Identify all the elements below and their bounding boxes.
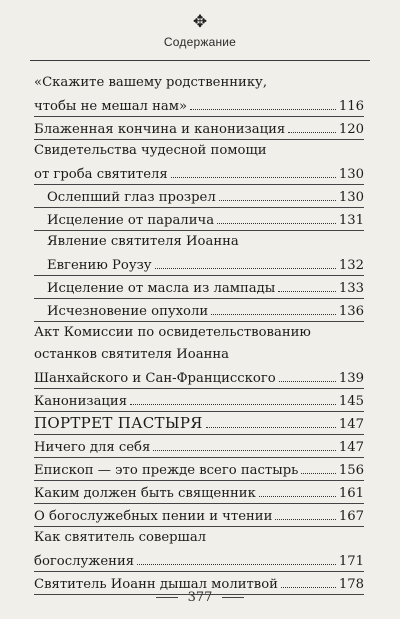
toc-entry-title: О богослужебных пении и чтении: [34, 509, 273, 524]
toc-page-number: 139: [338, 371, 364, 386]
toc-page-number: 156: [338, 463, 364, 478]
toc-entry-line: [34, 435, 364, 457]
toc-entry-line: [34, 299, 364, 321]
dot-leader: [137, 549, 336, 565]
toc-entry-line: [34, 481, 364, 503]
toc-entry-line: [34, 504, 364, 526]
toc-page-number: 161: [338, 486, 364, 501]
dot-leader: [219, 185, 336, 201]
toc-entry: [34, 412, 364, 435]
toc-entry: [34, 527, 364, 572]
toc-entry: [34, 504, 364, 527]
dot-leader: [275, 504, 335, 520]
toc-entry-title: Исцеление от паралича: [47, 213, 215, 228]
toc-entry-title: Евгению Роузу: [47, 258, 152, 273]
toc-entry-line: [34, 117, 364, 139]
dot-leader: [155, 253, 336, 269]
toc-entry-title: Епископ — это прежде всего пастырь: [34, 463, 299, 478]
toc-entry-title: Шанхайского и Сан-Францисского: [34, 371, 276, 386]
toc-entry-title: Каким должен быть священник: [34, 486, 256, 501]
toc-entry: [34, 435, 364, 458]
toc-entry-line: [34, 162, 364, 184]
toc-page-number: 167: [338, 509, 364, 524]
toc-entry-line: [34, 322, 364, 344]
toc-entry-line: [34, 231, 364, 253]
toc-page-number: 132: [338, 258, 364, 273]
toc-entry-line: [34, 527, 364, 549]
toc-entry-title: Блаженная кончина и канонизация: [34, 122, 286, 137]
toc-entry-line: [34, 366, 364, 388]
toc-page-number: 120: [338, 122, 364, 137]
toc-entry: [34, 117, 364, 140]
toc-entry-line: [34, 253, 364, 275]
dot-leader: [206, 412, 336, 428]
toc-entry-line: [34, 208, 364, 230]
running-header: [0, 14, 400, 49]
toc-entry-title: Канонизация: [34, 394, 128, 409]
toc-entry-title: Ослепший глаз прозрел: [47, 190, 216, 205]
footer-dash-right: [222, 597, 244, 598]
page-number: 377: [187, 590, 213, 605]
toc-entry: [34, 276, 364, 299]
toc-entry: [34, 185, 364, 208]
toc-entry-title: Ничего для себя: [34, 440, 151, 455]
footer-dash-left: [156, 597, 178, 598]
toc-page-number: 147: [338, 440, 364, 455]
toc-page-number: 145: [338, 394, 364, 409]
toc-page-number: 130: [338, 167, 364, 182]
running-title: Содержание: [163, 35, 237, 49]
toc-entry-title: Явление святителя Иоанна: [47, 234, 239, 249]
toc-entry-title: Акт Комиссии по освидетельствованию: [34, 325, 311, 340]
toc-entry-title: богослужения: [34, 554, 135, 569]
toc-entry: [34, 322, 364, 389]
dot-leader: [171, 162, 336, 178]
toc-entry-line: [34, 412, 364, 434]
toc-page-number: 136: [338, 304, 364, 319]
toc-entry-title: от гроба святителя: [34, 167, 168, 182]
toc-entry: [34, 72, 364, 117]
toc-entry-line: [34, 72, 364, 94]
dot-leader: [211, 299, 336, 315]
toc-page-number: 147: [338, 417, 364, 432]
toc-page-number: 178: [338, 577, 364, 592]
dot-leader: [288, 117, 336, 133]
toc-entry-line: [34, 276, 364, 298]
toc-entry-title: Исцеление от масла из лампады: [47, 281, 276, 296]
toc-entry-title: ПОРТРЕТ ПАСТЫРЯ: [34, 414, 203, 432]
toc-entry-line: [34, 185, 364, 207]
toc-entry-title: чтобы не мешал нам»: [34, 99, 188, 114]
header-rule: [30, 60, 370, 61]
dot-leader: [217, 208, 336, 224]
toc-entry-title: «Скажите вашему родственнику,: [34, 75, 268, 90]
toc-entry-line: [34, 389, 364, 411]
toc-entry-line: [34, 458, 364, 480]
toc-entry-title: останков святителя Иоанна: [34, 347, 230, 362]
toc-entry: [34, 231, 364, 276]
ornament-cross-icon: ✥: [192, 12, 208, 32]
dot-leader: [281, 572, 336, 588]
toc-entry-line: [34, 94, 364, 116]
toc-entry-line: [34, 344, 364, 366]
toc-entry-line: [34, 140, 364, 162]
toc-entry: [34, 140, 364, 185]
dot-leader: [301, 458, 335, 474]
toc-page-number: 133: [338, 281, 364, 296]
toc-page-number: 130: [338, 190, 364, 205]
toc-entry: [34, 208, 364, 231]
dot-leader: [278, 276, 336, 292]
toc-entry-title: Свидетельства чудесной помощи: [34, 143, 267, 158]
table-of-contents: [34, 72, 364, 595]
toc-entry: [34, 389, 364, 412]
toc-entry-line: [34, 549, 364, 571]
toc-entry-title: Святитель Иоанн дышал молитвой: [34, 577, 278, 592]
toc-entry: [34, 481, 364, 504]
toc-page-number: 131: [338, 213, 364, 228]
toc-page-number: 116: [338, 99, 364, 114]
dot-leader: [259, 481, 336, 497]
toc-entry: [34, 299, 364, 322]
toc-page-number: 171: [338, 554, 364, 569]
dot-leader: [130, 389, 336, 405]
dot-leader: [279, 366, 336, 382]
dot-leader: [153, 435, 336, 451]
dot-leader: [190, 94, 336, 110]
toc-entry-title: Исчезновение опухоли: [47, 304, 209, 319]
page-footer: [0, 590, 400, 605]
toc-entry-title: Как святитель совершал: [34, 530, 207, 545]
toc-entry: [34, 458, 364, 481]
